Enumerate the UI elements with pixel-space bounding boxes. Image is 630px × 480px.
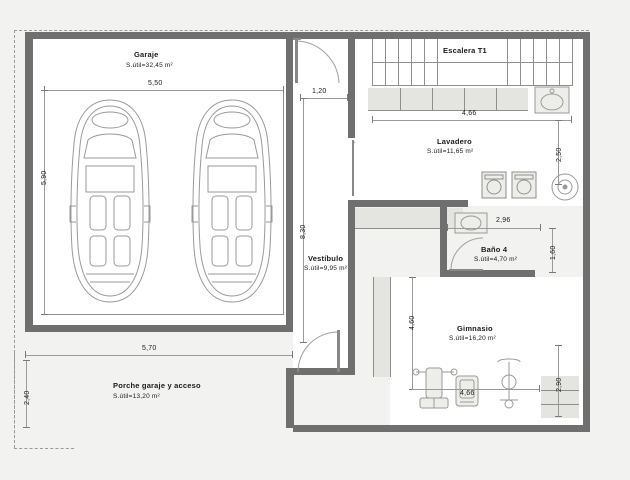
- exercise-bike-icon: [494, 356, 524, 410]
- dim-garaje-bottom: 5,70: [142, 345, 157, 352]
- dim-tick: [292, 351, 293, 358]
- dim-garaje-top: 5,50: [148, 80, 163, 87]
- dim-tick: [300, 342, 307, 343]
- porche-edge: [286, 368, 294, 428]
- dim-tick: [447, 224, 448, 231]
- stair-riser: [437, 39, 438, 86]
- stair-riser: [533, 39, 534, 86]
- gimnasio-cabinet-line-2: [541, 404, 579, 405]
- bano-wall-top: [348, 200, 468, 207]
- door-swing-icon: [449, 236, 485, 272]
- dimline-garaje-left: [44, 90, 45, 315]
- room-area-bano4: S.útil=4,70 m²: [474, 256, 518, 263]
- room-area-vestibulo: S.útil=9,95 m²: [304, 265, 348, 272]
- garage-wall-left: [25, 32, 33, 332]
- dim-tick: [549, 272, 556, 273]
- sink-icon: [534, 86, 570, 114]
- lavadero-counter-div: [464, 88, 465, 110]
- dryer-icon: [511, 171, 537, 199]
- room-label-bano4: Baño 4: [481, 245, 508, 254]
- dim-tick: [23, 360, 30, 361]
- gimnasio-column: [373, 277, 391, 377]
- car-icon: [58, 96, 163, 308]
- dim-tick: [41, 90, 48, 91]
- dim-lavadero-right: 2,50: [556, 147, 563, 162]
- bano-wall-left: [440, 207, 447, 277]
- boundary-top-dashed: [14, 30, 589, 31]
- stair-riser: [385, 39, 386, 86]
- room-label-escalera: Escalera T1: [443, 46, 487, 55]
- dim-bano-right: 1,60: [550, 245, 557, 260]
- stair-riser: [559, 39, 560, 86]
- dimline-vestibulo-left: [303, 98, 304, 343]
- stairs-outline-right: [572, 39, 573, 86]
- stair-riser: [520, 39, 521, 86]
- dim-tick: [555, 416, 562, 417]
- room-area-porche: S.útil=13,20 m²: [113, 393, 160, 400]
- lavadero-counter-div: [496, 88, 497, 110]
- room-label-garaje: Garaje: [134, 50, 159, 59]
- stairs-wall-top: [355, 32, 590, 39]
- dim-porche-left: 2,40: [24, 390, 31, 405]
- dim-tick: [409, 277, 416, 278]
- room-area-lavadero: S.útil=11,65 m²: [427, 148, 474, 155]
- porche-dashed-left: [14, 352, 15, 448]
- lavadero-counter-div: [432, 88, 433, 110]
- dim-vestibulo-top: 1,20: [312, 88, 327, 95]
- dim-gimnasio-right: 2,90: [556, 377, 563, 392]
- stair-riser: [411, 39, 412, 86]
- dim-tick: [283, 86, 284, 93]
- vestibulo-wall-right-lower: [348, 200, 355, 375]
- room-area-garaje: S.útil=32,45 m²: [126, 62, 173, 69]
- dim-lavadero-top: 4,66: [462, 110, 477, 117]
- dim-tick: [300, 98, 307, 99]
- gimnasio-column-outline-2: [390, 277, 391, 377]
- dim-tick: [347, 94, 348, 101]
- dimline-vestibulo-top: [300, 98, 348, 99]
- dim-tick: [571, 116, 572, 123]
- dim-tick: [540, 224, 541, 231]
- dimline-garaje-bottom: [25, 355, 293, 356]
- dim-tick: [41, 314, 48, 315]
- dimline-lavadero-top: [372, 120, 572, 121]
- room-label-lavadero: Lavadero: [437, 137, 472, 146]
- garage-wall-right: [286, 32, 293, 332]
- shower-icon: [550, 172, 580, 202]
- stair-riser: [507, 39, 508, 86]
- porche-dashed-bottom: [14, 448, 74, 449]
- vestibulo-wall-mid: [348, 68, 355, 138]
- dim-tick: [555, 345, 562, 346]
- lavadero-counter-edge: [368, 110, 528, 111]
- garage-inner-outline-3: [44, 314, 284, 315]
- dim-vestibulo-left: 8,30: [300, 224, 307, 239]
- dim-tick: [549, 228, 556, 229]
- garage-wall-bottom: [25, 325, 293, 332]
- washing-machine-icon: [481, 171, 507, 199]
- dimline-gimnasio-left: [412, 277, 413, 390]
- lavadero-counter-div: [400, 88, 401, 110]
- stair-riser: [424, 39, 425, 86]
- dim-gimnasio-bottom: 4,66: [460, 390, 475, 397]
- dim-tick: [25, 351, 26, 358]
- room-label-vestibulo: Vestíbulo: [308, 254, 344, 263]
- car-icon: [180, 96, 285, 308]
- dimline-gimnasio-bottom: [412, 389, 540, 390]
- stair-riser: [546, 39, 547, 86]
- dim-gimnasio-left: 4,60: [409, 315, 416, 330]
- dimline-bano-top: [447, 228, 541, 229]
- dim-bano-top: 2,96: [496, 217, 511, 224]
- toilet-icon: [454, 212, 488, 234]
- room-label-gimnasio: Gimnasio: [457, 324, 493, 333]
- gimnasio-wall-bottom: [293, 425, 590, 432]
- dim-tick: [23, 427, 30, 428]
- dim-garaje-left: 5,90: [41, 170, 48, 185]
- room-area-gimnasio: S.útil=16,20 m²: [449, 335, 496, 342]
- lavadero-counter: [368, 88, 528, 110]
- stairs-wall-right: [583, 32, 590, 432]
- garage-wall-top: [25, 32, 293, 39]
- dimline-garaje-top: [44, 90, 284, 91]
- dim-tick: [555, 120, 562, 121]
- dim-tick: [372, 116, 373, 123]
- door-swing-icon: [295, 39, 341, 85]
- stair-riser: [398, 39, 399, 86]
- dim-tick: [555, 184, 562, 185]
- dim-tick: [539, 385, 540, 392]
- gimnasio-column-outline: [373, 277, 374, 377]
- room-label-porche: Porche garaje y acceso: [113, 381, 201, 390]
- stair-tread: [372, 62, 572, 63]
